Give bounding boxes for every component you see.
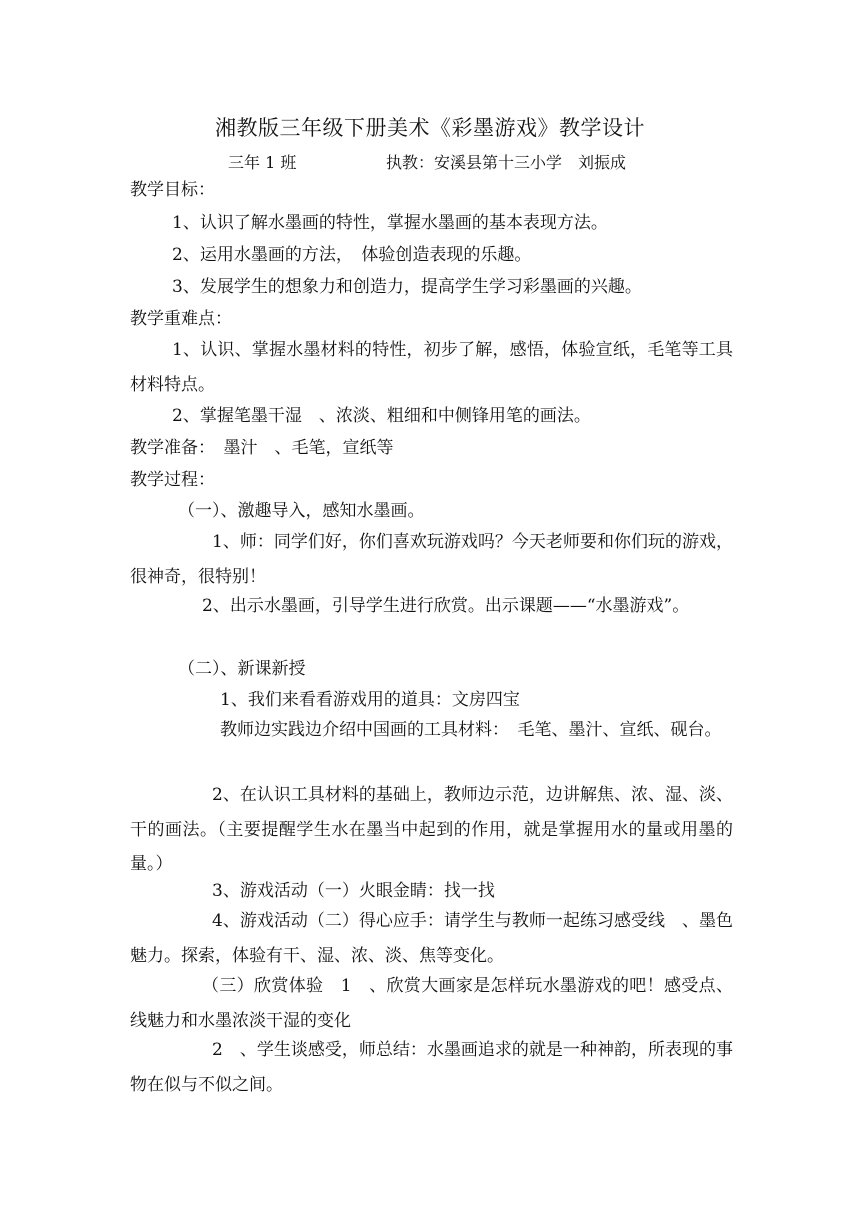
process-heading: 教学过程： xyxy=(130,470,215,490)
part2-paragraph-2: 教师边实践边介绍中国画的工具材料： 毛笔、墨汁、宣纸、砚台。 xyxy=(220,720,722,740)
part1-heading: （一）、激趣导入，感知水墨画。 xyxy=(178,501,425,521)
part1-paragraph-2: 2、出示水墨画，引导学生进行欣赏。出示课题——“水墨游戏”。 xyxy=(202,596,690,616)
document-title: 湘教版三年级下册美术《彩墨游戏》教学设计 xyxy=(215,116,645,140)
part2-heading: （二）、新课新授 xyxy=(178,659,306,679)
objective-item-3: 3、发展学生的想象力和创造力，提高学生学习彩墨画的兴趣。 xyxy=(172,277,642,297)
part1-paragraph-1: 1、师：同学们好，你们喜欢玩游戏吗？今天老师要和你们玩的游戏，很神奇，很特别！ xyxy=(130,532,733,587)
part2-paragraph-5: 4、游戏活动（二）得心应手：请学生与教师一起练习感受线 、墨色魅力。探索，体验有干、湿、浓、淡、焦等变化。 xyxy=(130,911,733,966)
class-label: 三年 1 班 xyxy=(228,153,297,172)
teacher-label: 执教：安溪县第十三小学 刘振成 xyxy=(386,153,627,172)
key-point-item-2: 2、掌握笔墨干湿 、浓淡、粗细和中侧锋用笔的画法。 xyxy=(172,406,591,426)
key-point-item-1: 1、认识、掌握水墨材料的特性，初步了解，感悟，体验宣纸，毛笔等工具材料特点。 xyxy=(130,340,733,395)
objective-item-2: 2、运用水墨画的方法， 体验创造表现的乐趣。 xyxy=(172,245,532,265)
part2-paragraph-4: 3、游戏活动（一）火眼金睛：找一找 xyxy=(212,881,495,901)
preparation-text: 教学准备： 墨汁 、毛笔，宣纸等 xyxy=(130,438,394,458)
part3-paragraph-1: （三）欣赏体验 1 、欣赏大画家是怎样玩水墨游戏的吧！感受点、线魅力和水墨浓淡干湿的变化 xyxy=(130,976,733,1031)
part2-paragraph-1: 1、我们来看看游戏用的道具：文房四宝 xyxy=(220,690,520,710)
objectives-heading: 教学目标： xyxy=(130,180,215,200)
part2-paragraph-3: 2、在认识工具材料的基础上，教师边示范，边讲解焦、浓、湿、淡、干的画法。（主要提醒学生水在墨当中起到的作用，就是掌握用水的量或用墨的量。） xyxy=(130,785,733,874)
part3-paragraph-2: 2 、学生谈感受，师总结：水墨画追求的就是一种神韵，所表现的事物在似与不似之间。 xyxy=(130,1040,733,1095)
key-points-heading: 教学重难点： xyxy=(130,309,232,329)
objective-item-1: 1、认识了解水墨画的特性，掌握水墨画的基本表现方法。 xyxy=(172,213,608,233)
